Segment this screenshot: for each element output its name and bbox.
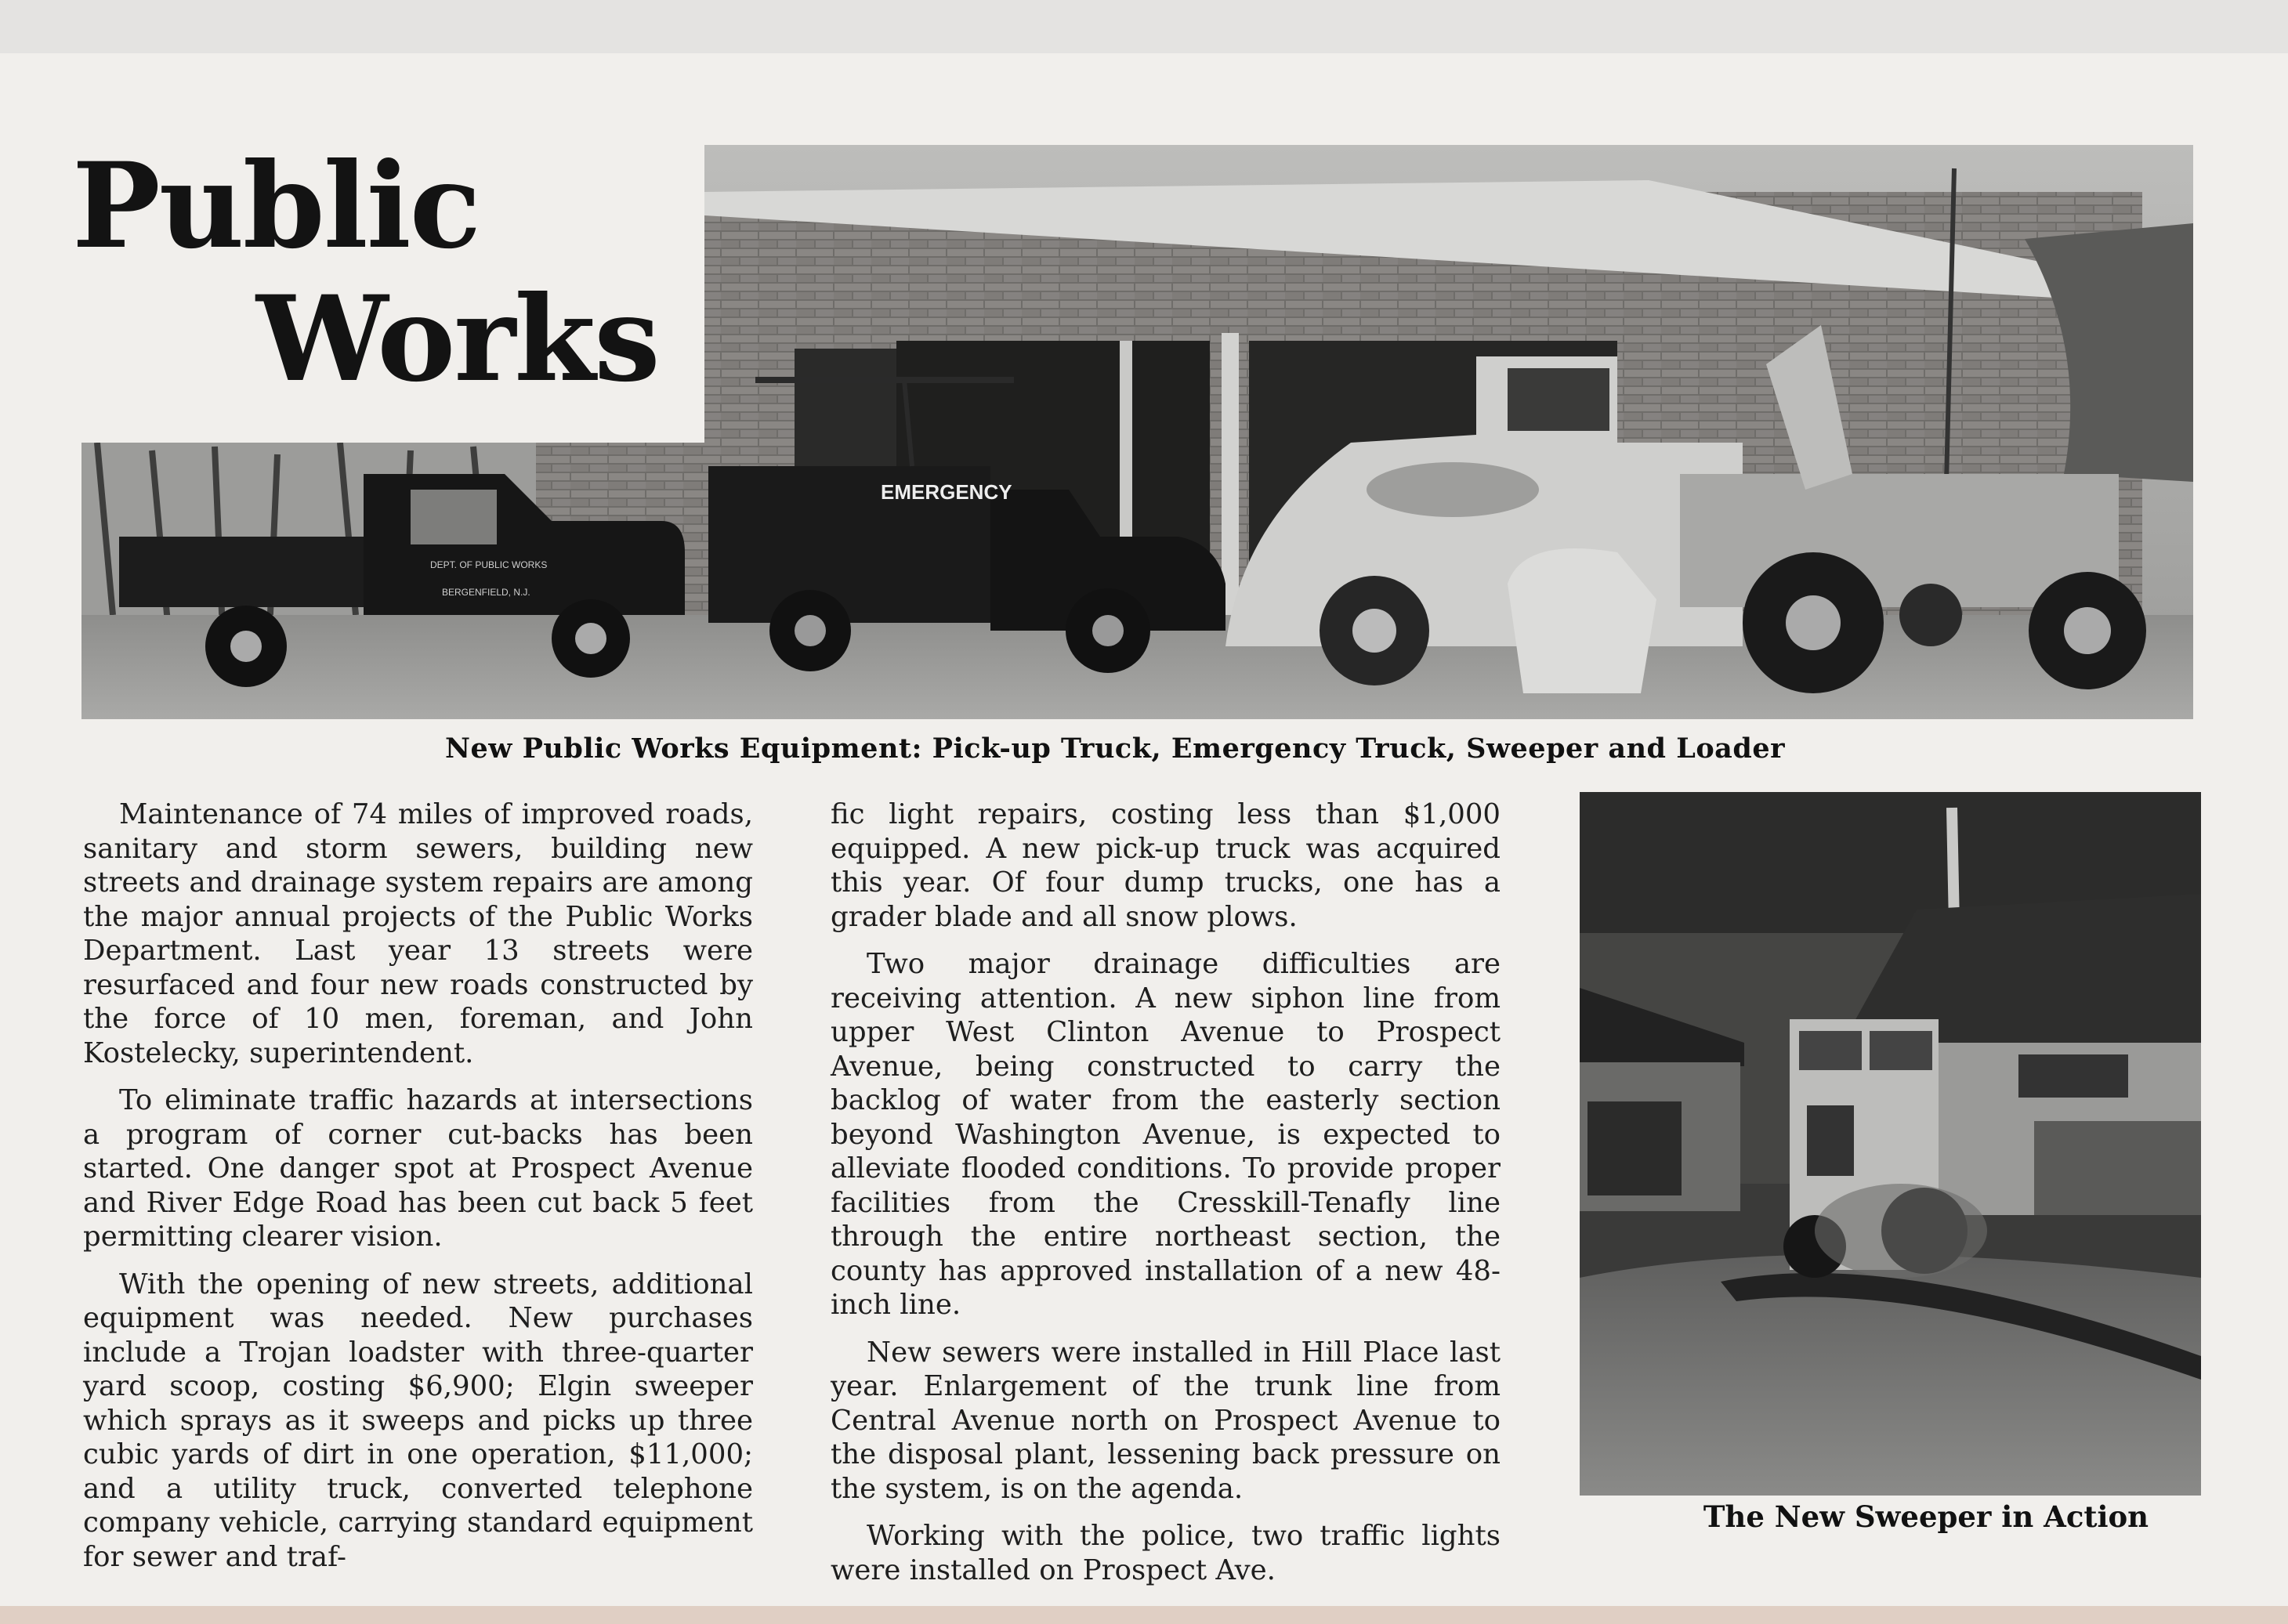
top-photo-caption: New Public Works Equipment: Pick-up Truck, Emergency Truck, Sweeper and Loader	[445, 732, 1786, 765]
paragraph-drainage: Two major drainage difficulties are receiving attention. A new siphon line from upper West Clinton Avenue to Prospect Avenue, being constructed to carry the backlog of water from the easterly section beyond Washington Avenue, is expected to alleviate flooded conditions. To provide proper facilities from the Cresskill-Tenafly line through the entire northeast section, the county has approved installation of a new 48-inch line.	[831, 948, 1501, 1321]
truck-door-text-2: BERGENFIELD, N.J.	[442, 587, 530, 598]
title-line-2: Works	[256, 270, 659, 408]
sweeper-photo-illustration-icon	[1580, 792, 2201, 1496]
paragraph-sewers: New sewers were installed in Hill Place last year. Enlargement of the trunk line from Central Avenue north on Prospect Avenue to the disposal plant, lessening back pressure on the system, is on the agenda.	[831, 1336, 1501, 1505]
paragraph-continuation: fic light repairs, costing less than $1,000 equipped. A new pick-up truck was acquired this year. Of four dump trucks, one has a grader blade and all snow plows.	[831, 798, 1501, 933]
article-column-2	[831, 798, 1501, 1600]
truck-door-text-1: DEPT. OF PUBLIC WORKS	[430, 559, 548, 570]
emergency-sign-text: EMERGENCY	[881, 480, 1012, 504]
paragraph-maintenance: Maintenance of 74 miles of improved roads, sanitary and storm sewers, building new streets and drainage system repairs are among the major annual projects of the Public Works Department. Last year 13 streets were resurfaced and four new roads constructed by the force of 10 men, foreman, and John Kostelecky, superintendent.	[83, 798, 753, 1069]
article-column-1	[83, 798, 753, 1587]
side-photo-caption: The New Sweeper in Action	[1703, 1499, 2149, 1534]
sweeper-in-action-photo	[1580, 792, 2201, 1496]
paragraph-traffic-hazards: To eliminate traffic hazards at intersections a program of corner cut-backs has been started. One danger spot at Prospect Avenue and River Edge Road has been cut back 5 feet permitting clearer vision.	[83, 1084, 753, 1253]
paragraph-traffic-lights: Working with the police, two traffic lights were installed on Prospect Ave.	[831, 1520, 1501, 1586]
page-title	[72, 139, 699, 406]
title-line-1: Public	[72, 137, 480, 275]
paragraph-new-equipment: With the opening of new streets, additional equipment was needed. New purchases include a Trojan loadster with three-quarter yard scoop, costing $6,900; Elgin sweeper which sprays as it sweeps and picks up three cubic yards of dirt in one operation, $11,000; and a utility truck, converted telephone company vehicle, carrying standard equipment for sewer and traf-	[83, 1268, 753, 1573]
page-edge	[0, 1606, 2288, 1624]
